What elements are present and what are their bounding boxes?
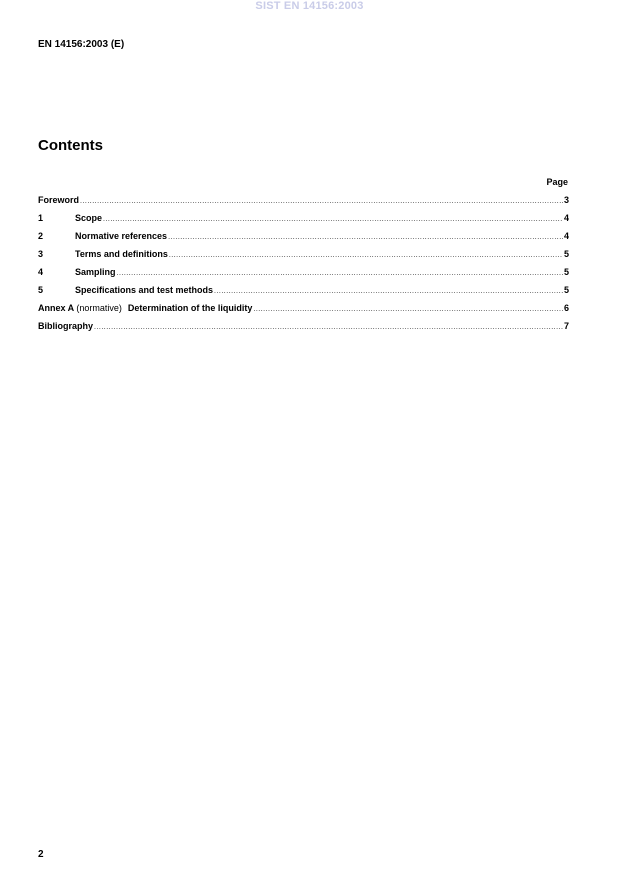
toc-entry-bibliography[interactable] [38, 320, 569, 338]
table-of-contents [38, 194, 569, 338]
toc-entry-page: 3 [563, 195, 569, 205]
watermark: SIST EN 14156:2003 [255, 0, 364, 12]
annex-label: Annex A [38, 303, 74, 313]
toc-entry-title: Terms and definitions [75, 249, 168, 259]
toc-entry-page: 5 [563, 267, 569, 277]
toc-leader-dots [214, 286, 563, 298]
toc-entry-page: 5 [563, 285, 569, 295]
toc-entry-number: 1 [38, 213, 44, 223]
toc-leader-dots [253, 304, 563, 316]
toc-leader-dots [80, 196, 563, 208]
toc-entry-sampling[interactable] [38, 266, 569, 284]
toc-entry-terms-and-definitions[interactable] [38, 248, 569, 266]
toc-entry-foreword[interactable] [38, 194, 569, 212]
toc-entry-specifications-and-test-methods[interactable] [38, 284, 569, 302]
toc-entry-title: Bibliography [38, 321, 94, 331]
annex-subtitle: Determination of the liquidity [127, 303, 253, 313]
page-column-label: Page [546, 177, 568, 187]
toc-entry-number: 5 [38, 285, 44, 295]
annex-qualifier: (normative) [76, 303, 122, 313]
toc-entry-title: Specifications and test methods [75, 285, 214, 295]
contents-heading: Contents [38, 137, 103, 154]
toc-entry-page: 4 [563, 213, 569, 223]
toc-entry-page: 4 [563, 231, 569, 241]
toc-entry-scope[interactable] [38, 212, 569, 230]
page-number: 2 [38, 849, 44, 860]
toc-entry-title: Sampling [75, 267, 116, 277]
toc-entry-title: Normative references [75, 231, 168, 241]
toc-entry-page: 7 [563, 321, 569, 331]
toc-entry-title: Scope [75, 213, 103, 223]
toc-leader-dots [168, 232, 563, 244]
toc-entry-number: 4 [38, 267, 44, 277]
toc-entry-number: 2 [38, 231, 44, 241]
toc-leader-dots [169, 250, 563, 262]
toc-leader-dots [103, 214, 563, 226]
toc-entry-title [38, 302, 252, 314]
document-id-header: EN 14156:2003 (E) [38, 39, 125, 50]
toc-entry-page: 6 [563, 303, 569, 313]
toc-entry-title: Foreword [38, 195, 80, 205]
toc-entry-page: 5 [563, 249, 569, 259]
toc-entry-number: 3 [38, 249, 44, 259]
toc-leader-dots [94, 322, 563, 334]
toc-entry-annex-a[interactable] [38, 302, 569, 320]
toc-leader-dots [117, 268, 563, 280]
toc-entry-normative-references[interactable] [38, 230, 569, 248]
